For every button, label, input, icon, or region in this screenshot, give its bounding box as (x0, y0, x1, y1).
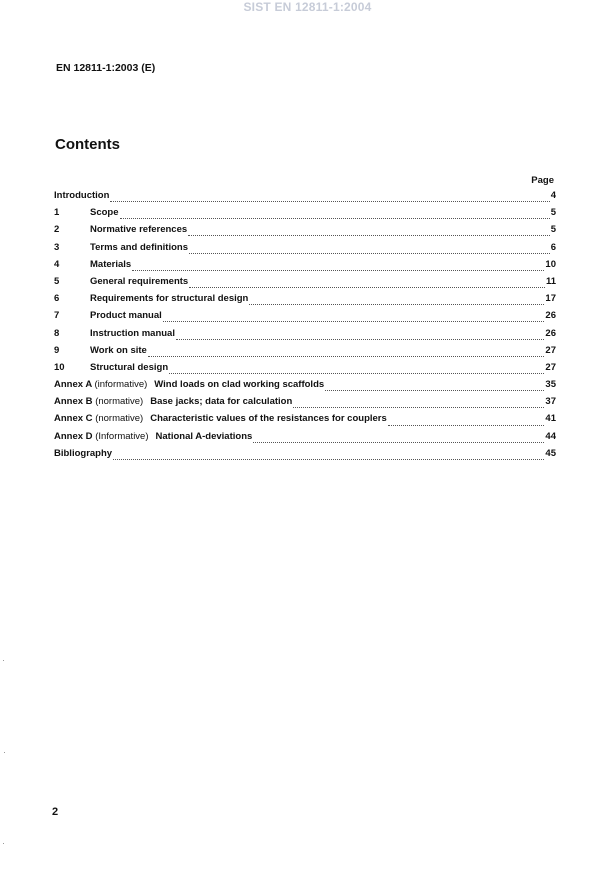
document-id: EN 12811-1:2003 (E) (56, 62, 156, 74)
toc-entry-number: 4 (54, 258, 60, 270)
toc-entry-title: Materials (90, 258, 132, 270)
dot-leader (188, 235, 550, 236)
dot-leader (388, 425, 545, 426)
table-of-contents (54, 190, 556, 465)
toc-entry-number: 9 (54, 344, 60, 356)
toc-entry-page: 26 (545, 327, 556, 339)
toc-entry-page: 41 (545, 413, 556, 425)
toc-entry-page: 4 (550, 190, 556, 201)
toc-entry-number: 2 (54, 224, 60, 236)
toc-entry-page: 44 (545, 430, 556, 442)
toc-entry-number: 7 (54, 310, 60, 322)
page-number: 2 (52, 806, 59, 818)
watermark: SIST EN 12811-1:2004 (243, 0, 372, 14)
toc-entry-number: 1 (54, 207, 60, 219)
dot-leader (163, 321, 545, 322)
toc-entry-page: 27 (545, 361, 556, 373)
toc-entry-page: 10 (545, 258, 556, 270)
toc-entry[interactable] (54, 207, 556, 224)
toc-entry[interactable] (54, 310, 556, 327)
toc-entry[interactable] (54, 362, 556, 379)
dot-leader (293, 407, 544, 408)
dot-leader (113, 459, 544, 460)
toc-entry-title: Instruction manual (90, 327, 175, 339)
toc-entry-number: 8 (54, 327, 60, 339)
toc-entry-title: Bibliography (54, 447, 113, 459)
toc-entry-number: 6 (54, 293, 60, 305)
toc-entry-page: 17 (545, 293, 556, 305)
toc-entry-page: 27 (545, 344, 556, 356)
dot-leader (253, 442, 544, 443)
toc-entry-page: 6 (550, 241, 556, 253)
toc-entry[interactable] (54, 345, 556, 362)
annex-letter: Annex C (54, 413, 93, 425)
toc-entry-title: Structural design (90, 361, 169, 373)
annex-type: (Informative) (95, 430, 149, 442)
toc-entry-title: National A-deviations (155, 430, 253, 442)
toc-entry-page: 45 (545, 447, 556, 459)
dot-leader (325, 390, 544, 391)
toc-entry-number: 3 (54, 241, 60, 253)
scan-speck (3, 660, 4, 661)
toc-entry-title: Requirements for structural design (90, 293, 249, 305)
toc-entry-page: 5 (550, 224, 556, 236)
toc-entry-bibliography[interactable] (54, 448, 556, 465)
dot-leader (120, 218, 550, 219)
toc-entry-title: Normative references (90, 224, 188, 236)
annex-letter: Annex B (54, 396, 93, 408)
toc-entry-title: Wind loads on clad working scaffolds (154, 379, 325, 391)
annex-label (54, 396, 143, 407)
dot-leader (169, 373, 544, 374)
toc-entry-number: 5 (54, 275, 60, 287)
annex-label (54, 379, 147, 390)
dot-leader (189, 287, 545, 288)
annex-type: (normative) (95, 413, 144, 425)
annex-label (54, 431, 149, 442)
toc-entry-introduction[interactable] (54, 190, 556, 207)
toc-entry-page: 26 (545, 310, 556, 322)
dot-leader (110, 201, 549, 202)
toc-entry-title: Introduction (54, 190, 110, 201)
toc-entry-page: 11 (545, 275, 556, 287)
dot-leader (249, 304, 544, 305)
annex-type: (normative) (95, 396, 144, 408)
toc-entry-annex-c[interactable] (54, 413, 556, 430)
toc-entry-annex-d[interactable] (54, 431, 556, 448)
toc-entry-annex-b[interactable] (54, 396, 556, 413)
toc-entry-number: 10 (54, 361, 65, 373)
toc-entry-annex-a[interactable] (54, 379, 556, 396)
page-column-label: Page (531, 175, 554, 186)
toc-entry[interactable] (54, 293, 556, 310)
toc-entry-title: Terms and definitions (90, 241, 189, 253)
toc-entry-title: Characteristic values of the resistances for couplers (150, 413, 387, 425)
dot-leader (132, 270, 544, 271)
annex-label (54, 413, 143, 424)
toc-entry[interactable] (54, 276, 556, 293)
toc-entry-title: Product manual (90, 310, 162, 322)
toc-entry-title: Base jacks; data for calculation (150, 396, 293, 408)
toc-entry[interactable] (54, 259, 556, 276)
toc-entry[interactable] (54, 242, 556, 259)
toc-entry-page: 37 (545, 396, 556, 408)
toc-entry-title: Scope (90, 207, 119, 219)
dot-leader (176, 339, 544, 340)
toc-entry-title: General requirements (90, 275, 189, 287)
toc-entry-title: Work on site (90, 344, 147, 356)
dot-leader (189, 253, 550, 254)
contents-heading: Contents (55, 136, 120, 153)
scan-speck (4, 752, 5, 753)
toc-entry-page: 35 (545, 379, 556, 391)
toc-entry[interactable] (54, 328, 556, 345)
annex-letter: Annex A (54, 379, 92, 391)
annex-type: (informative) (94, 379, 148, 391)
toc-entry[interactable] (54, 224, 556, 241)
dot-leader (148, 356, 545, 357)
scan-speck (3, 843, 4, 844)
toc-entry-page: 5 (550, 207, 556, 219)
annex-letter: Annex D (54, 430, 93, 442)
